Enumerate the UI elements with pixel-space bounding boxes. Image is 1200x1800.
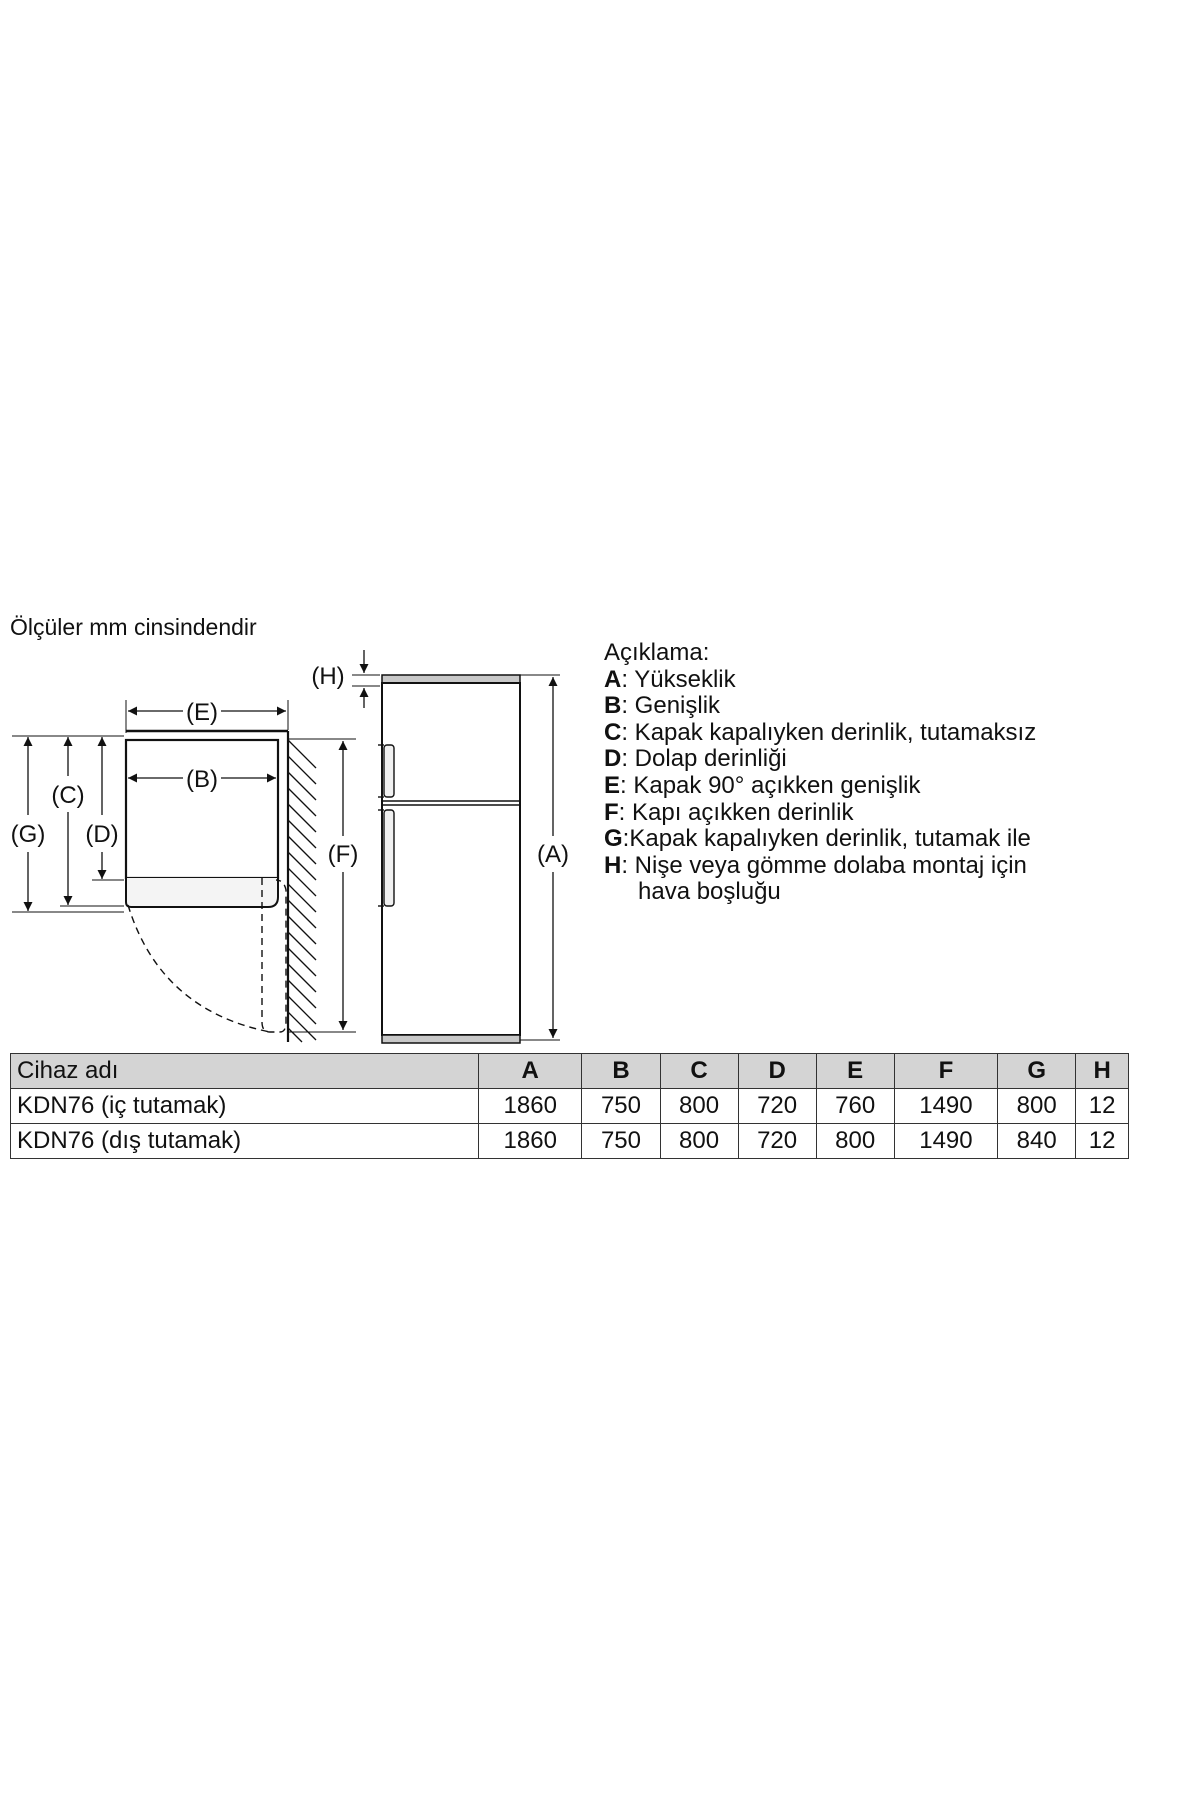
label-d: (D) (85, 821, 119, 848)
label-g: (G) (10, 821, 46, 848)
cell-c: 800 (660, 1124, 738, 1159)
cell-e: 800 (816, 1124, 894, 1159)
cell-g: 840 (998, 1124, 1076, 1159)
dimension-lines (28, 711, 343, 1030)
label-e: (E) (186, 699, 218, 726)
legend (604, 640, 1036, 906)
top-cap (382, 675, 520, 683)
closed-door (126, 878, 278, 907)
header-device-name: Cihaz adı (11, 1054, 479, 1089)
header-f: F (894, 1054, 997, 1089)
legend-key: G (604, 825, 623, 853)
cell-d: 720 (738, 1124, 816, 1159)
table-row (11, 1089, 1129, 1124)
legend-key: B (604, 692, 622, 720)
legend-key: A (604, 665, 622, 693)
cell-device-name: KDN76 (dış tutamak) (11, 1124, 479, 1159)
legend-key: E (604, 771, 621, 799)
header-g: G (998, 1054, 1076, 1089)
cell-f: 1490 (894, 1124, 997, 1159)
legend-text: :Kapak kapalıyken derinlik, tutamak ile (622, 825, 1031, 853)
legend-title: Açıklama: (604, 639, 710, 666)
label-c: (C) (51, 782, 85, 809)
legend-item-c (604, 720, 1036, 747)
header-b: B (582, 1054, 660, 1089)
header-e: E (816, 1054, 894, 1089)
top-view (12, 700, 356, 1042)
legend-text: : Dolap derinliği (621, 745, 787, 773)
legend-text: : Genişlik (621, 692, 721, 720)
legend-key: H (604, 851, 622, 879)
table-header-row (11, 1054, 1129, 1089)
legend-item-d (604, 746, 1036, 773)
legend-item-h (604, 853, 1036, 880)
header-d: D (738, 1054, 816, 1089)
appliance-body (382, 683, 520, 1035)
bottom-base (382, 1035, 520, 1043)
legend-continuation: hava boşluğu (638, 878, 781, 906)
label-a: (A) (537, 841, 569, 868)
legend-item-g (604, 826, 1036, 853)
legend-text: : Kapak 90° açıkken genişlik (620, 771, 921, 799)
legend-item-a (604, 667, 1036, 694)
cell-b: 750 (582, 1089, 660, 1124)
legend-key: F (604, 798, 619, 826)
freezer-handle (384, 745, 394, 797)
legend-key: C (604, 718, 622, 746)
legend-key: D (604, 745, 622, 773)
fridge-handle (384, 810, 394, 906)
header-a: A (479, 1054, 582, 1089)
cell-a: 1860 (479, 1089, 582, 1124)
cell-d: 720 (738, 1089, 816, 1124)
cell-f: 1490 (894, 1089, 997, 1124)
legend-text: : Nişe veya gömme dolaba montaj için (621, 851, 1027, 879)
front-view (352, 675, 560, 1043)
cabinet-top-view (126, 740, 278, 878)
cell-e: 760 (816, 1089, 894, 1124)
dimensions-table (10, 1053, 1129, 1159)
legend-text: : Yükseklik (621, 665, 736, 693)
header-h: H (1076, 1054, 1129, 1089)
cell-g: 800 (998, 1089, 1076, 1124)
cell-device-name: KDN76 (iç tutamak) (11, 1089, 479, 1124)
cell-h: 12 (1076, 1089, 1129, 1124)
door-swing-arc (128, 905, 270, 1032)
cell-b: 750 (582, 1124, 660, 1159)
units-note: Ölçüler mm cinsindendir (10, 614, 257, 640)
cell-a: 1860 (479, 1124, 582, 1159)
legend-text: : Kapak kapalıyken derinlik, tutamaksız (621, 718, 1037, 746)
cell-c: 800 (660, 1089, 738, 1124)
legend-item-f (604, 800, 1036, 827)
header-c: C (660, 1054, 738, 1089)
wall-hatching (288, 740, 316, 1042)
label-b: (B) (186, 766, 218, 793)
legend-item-e (604, 773, 1036, 800)
legend-item-b (604, 693, 1036, 720)
cell-h: 12 (1076, 1124, 1129, 1159)
table-row (11, 1124, 1129, 1159)
label-h: (H) (311, 663, 345, 690)
label-f: (F) (327, 841, 359, 868)
legend-text: : Kapı açıkken derinlik (618, 798, 854, 826)
